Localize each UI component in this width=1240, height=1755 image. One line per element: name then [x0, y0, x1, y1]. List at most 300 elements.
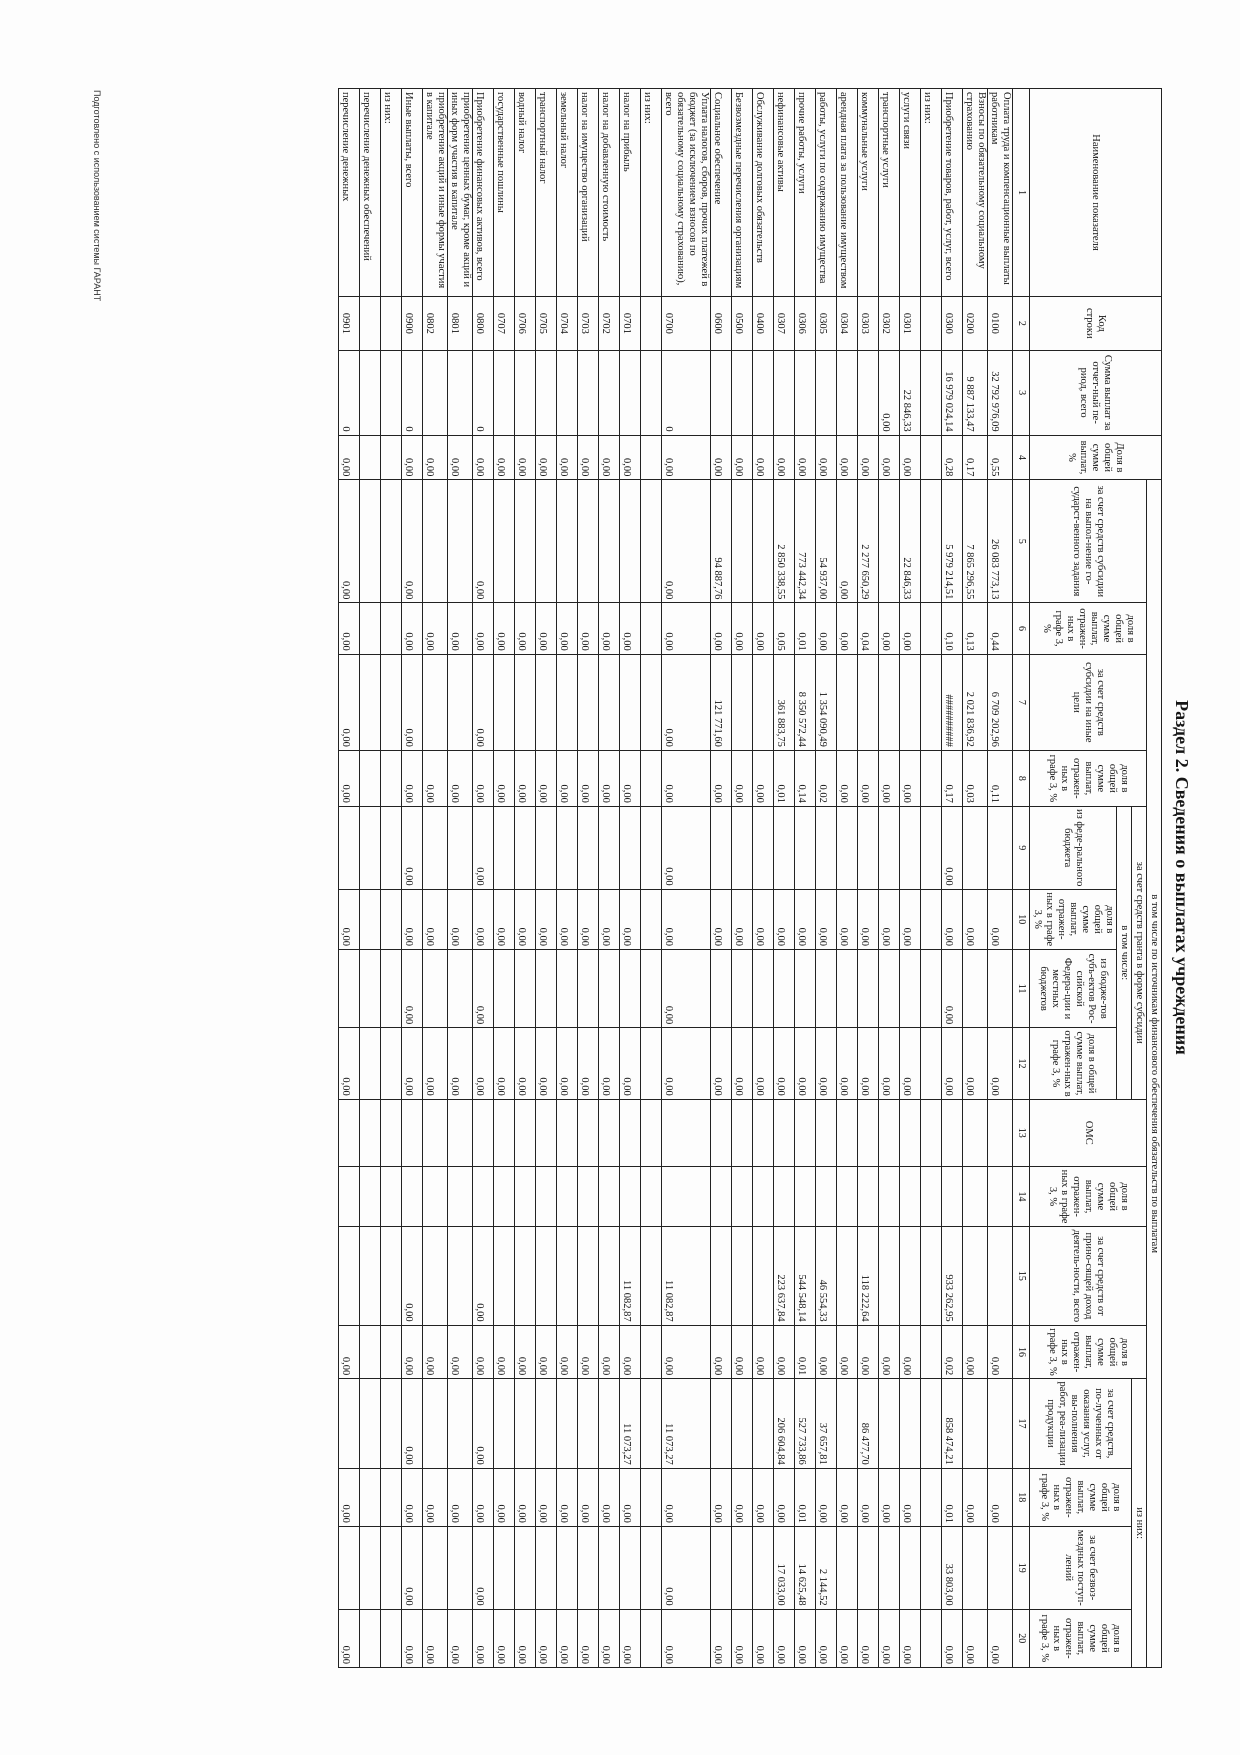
share-cell: 0,00 — [578, 889, 599, 949]
amount-cell — [963, 1379, 988, 1468]
amount-cell: 933 262,95 — [942, 1227, 963, 1325]
amount-cell — [448, 480, 473, 603]
share-cell: 0,00 — [988, 1468, 1013, 1526]
share-cell: 0,00 — [837, 1028, 858, 1100]
table-row — [494, 89, 515, 1668]
share-cell: 0,00 — [774, 1028, 795, 1100]
share-cell: 0,00 — [339, 603, 360, 654]
row-code-cell: 0702 — [599, 296, 620, 350]
amount-cell — [921, 480, 942, 603]
row-code-cell: 0900 — [402, 296, 423, 350]
share-cell: 0,00 — [423, 435, 448, 480]
vendor-line: Подготовлено с использованием системы ГАРАНТ — [92, 90, 102, 302]
amount-cell — [578, 480, 599, 603]
row-code-cell: 0302 — [879, 296, 900, 350]
share-cell: 0,00 — [494, 1468, 515, 1526]
amount-cell: 0,00 — [402, 1526, 423, 1609]
amount-cell — [641, 1526, 662, 1609]
row-code-cell: 0200 — [963, 296, 988, 350]
amount-cell — [515, 480, 536, 603]
amount-cell — [795, 949, 816, 1027]
amount-cell — [557, 806, 578, 889]
share-cell: 0,00 — [423, 1468, 448, 1526]
amount-cell — [515, 1099, 536, 1166]
col-number: 2 — [1013, 296, 1030, 350]
amount-cell — [711, 1099, 732, 1166]
col-number: 11 — [1013, 949, 1030, 1027]
amount-cell — [381, 350, 402, 435]
amount-cell — [753, 1227, 774, 1325]
amount-cell: 17 033,00 — [774, 1526, 795, 1609]
amount-cell: 0,00 — [339, 480, 360, 603]
share-cell — [515, 1166, 536, 1226]
amount-cell — [711, 350, 732, 435]
share-cell: 0,00 — [536, 750, 557, 806]
share-cell: 0,00 — [599, 1468, 620, 1526]
amount-cell — [515, 949, 536, 1027]
amount-cell — [879, 1099, 900, 1166]
share-cell: 0,00 — [620, 1609, 641, 1667]
amount-cell — [641, 1227, 662, 1325]
amount-cell: 0,00 — [473, 480, 494, 603]
header-oms: ОМС — [1030, 1099, 1147, 1166]
share-cell: 0,13 — [963, 603, 988, 654]
amount-cell — [641, 350, 662, 435]
row-code-cell: 0706 — [515, 296, 536, 350]
amount-cell — [963, 949, 988, 1027]
amount-cell: 0,00 — [473, 1227, 494, 1325]
amount-cell: 773 442,34 — [795, 480, 816, 603]
share-cell: 0,00 — [620, 889, 641, 949]
table-row — [753, 89, 774, 1668]
amount-cell: 0,00 — [473, 1526, 494, 1609]
table-row — [774, 89, 795, 1668]
share-cell: 0,00 — [816, 1325, 837, 1379]
amount-cell — [711, 806, 732, 889]
share-cell — [557, 1166, 578, 1226]
row-name-cell: приобретение акций и иные формы участия в капитале — [423, 89, 448, 297]
amount-cell — [360, 1379, 381, 1468]
amount-cell — [988, 1227, 1013, 1325]
col-number: 18 — [1013, 1468, 1030, 1526]
share-cell: 0,14 — [795, 750, 816, 806]
row-code-cell: 0703 — [578, 296, 599, 350]
header-share: Доля в общей сумме выплат, % — [1030, 435, 1162, 480]
amount-cell: 5 979 214,51 — [942, 480, 963, 603]
share-cell — [921, 603, 942, 654]
amount-cell — [837, 350, 858, 435]
amount-cell — [536, 1379, 557, 1468]
amount-cell: 0,00 — [402, 480, 423, 603]
share-cell: 0,00 — [900, 889, 921, 949]
table-row — [879, 89, 900, 1668]
share-cell — [795, 1166, 816, 1226]
share-cell — [620, 1166, 641, 1226]
table-row — [360, 89, 381, 1668]
share-cell: 0,00 — [879, 435, 900, 480]
row-name-cell: приобретение ценных бумаг, кроме акций и иных форм участия в капитале — [448, 89, 473, 297]
share-cell: 0,00 — [423, 889, 448, 949]
amount-cell — [858, 1099, 879, 1166]
share-cell: 0,00 — [711, 1028, 732, 1100]
table-row — [473, 89, 494, 1668]
amount-cell — [578, 1099, 599, 1166]
share-cell: 0,00 — [402, 603, 423, 654]
amount-cell — [536, 654, 557, 750]
amount-cell — [557, 350, 578, 435]
share-cell — [641, 1468, 662, 1526]
share-cell: 0,04 — [858, 603, 879, 654]
amount-cell — [381, 1227, 402, 1325]
share-cell: 0,00 — [494, 603, 515, 654]
table-row — [448, 89, 473, 1668]
amount-cell — [732, 1526, 753, 1609]
share-cell: 0,00 — [620, 1468, 641, 1526]
amount-cell — [620, 654, 641, 750]
amount-cell — [339, 1526, 360, 1609]
amount-cell: 11 082,87 — [620, 1227, 641, 1325]
share-cell: 0,00 — [557, 750, 578, 806]
row-code-cell: 0300 — [942, 296, 963, 350]
share-cell: 0,00 — [732, 1028, 753, 1100]
amount-cell — [578, 1526, 599, 1609]
amount-cell: 118 222,64 — [858, 1227, 879, 1325]
share-cell: 0,00 — [515, 1468, 536, 1526]
share-cell: 0,00 — [557, 1028, 578, 1100]
share-cell: 0,00 — [578, 1468, 599, 1526]
amount-cell — [900, 1099, 921, 1166]
share-cell: 0,00 — [900, 435, 921, 480]
table-row — [858, 89, 879, 1668]
amount-cell — [423, 654, 448, 750]
share-cell: 0,01 — [774, 750, 795, 806]
amount-cell — [837, 1379, 858, 1468]
share-cell — [753, 1166, 774, 1226]
share-cell — [423, 1166, 448, 1226]
col-number: 19 — [1013, 1526, 1030, 1609]
share-cell — [641, 1166, 662, 1226]
amount-cell: 0,00 — [473, 1379, 494, 1468]
amount-cell: 0 — [339, 350, 360, 435]
amount-cell: 0,00 — [662, 654, 711, 750]
amount-cell: 0,00 — [879, 350, 900, 435]
share-cell: 0,00 — [339, 889, 360, 949]
col-number: 12 — [1013, 1028, 1030, 1100]
col-number: 8 — [1013, 750, 1030, 806]
amount-cell — [795, 1099, 816, 1166]
row-name-cell: водный налог — [515, 89, 536, 297]
amount-cell — [494, 1379, 515, 1468]
amount-cell — [360, 1099, 381, 1166]
amount-cell — [753, 654, 774, 750]
share-cell: 0,00 — [816, 1468, 837, 1526]
amount-cell — [557, 480, 578, 603]
share-cell: 0,01 — [942, 1468, 963, 1526]
amount-cell: 0,00 — [662, 949, 711, 1027]
share-cell — [381, 1609, 402, 1667]
amount-cell: 858 474,21 — [942, 1379, 963, 1468]
amount-cell — [988, 1379, 1013, 1468]
share-cell: 0,00 — [774, 435, 795, 480]
table-row — [662, 89, 711, 1668]
row-name-cell: государственные пошлины — [494, 89, 515, 297]
amount-cell — [732, 1227, 753, 1325]
amount-cell — [732, 1099, 753, 1166]
amount-cell — [963, 1526, 988, 1609]
share-cell: 0,00 — [339, 750, 360, 806]
share-cell: 0,55 — [988, 435, 1013, 480]
share-cell: 0,00 — [515, 1609, 536, 1667]
amount-cell — [879, 1227, 900, 1325]
share-cell: 0,00 — [423, 603, 448, 654]
amount-cell: 2 021 836,92 — [963, 654, 988, 750]
share-cell: 0,00 — [423, 750, 448, 806]
share-cell: 0,00 — [732, 603, 753, 654]
row-name-cell: из них: — [381, 89, 402, 297]
row-name-cell: перечисление денежных — [339, 89, 360, 297]
share-cell: 0,00 — [837, 750, 858, 806]
amount-cell — [515, 1379, 536, 1468]
share-cell: 0,00 — [837, 1468, 858, 1526]
col-number: 16 — [1013, 1325, 1030, 1379]
amount-cell: 0 — [662, 350, 711, 435]
share-cell: 0,00 — [711, 750, 732, 806]
amount-cell — [381, 1526, 402, 1609]
share-cell: 0,00 — [599, 603, 620, 654]
share-cell: 0,00 — [448, 435, 473, 480]
share-cell: 0,00 — [774, 1609, 795, 1667]
table-row — [557, 89, 578, 1668]
amount-cell — [774, 949, 795, 1027]
share-cell — [494, 1166, 515, 1226]
share-cell — [641, 435, 662, 480]
row-name-cell: транспортный налог — [536, 89, 557, 297]
share-cell: 0,00 — [753, 603, 774, 654]
amount-cell — [921, 1099, 942, 1166]
amount-cell — [515, 806, 536, 889]
header-name: Наименование показателя — [1030, 89, 1162, 297]
table-row — [921, 89, 942, 1668]
share-cell — [816, 1166, 837, 1226]
share-cell: 0,00 — [732, 750, 753, 806]
row-name-cell: Уплата налогов, сборов, прочих платежей в бюджет (за исключением взносов по обязательному социальному страхованию), всего — [662, 89, 711, 297]
share-cell: 0,00 — [837, 435, 858, 480]
share-cell: 0,00 — [753, 889, 774, 949]
col-number: 15 — [1013, 1227, 1030, 1325]
share-cell: 0,00 — [536, 435, 557, 480]
share-cell: 0,00 — [448, 1325, 473, 1379]
share-cell: 0,00 — [339, 435, 360, 480]
amount-cell — [620, 480, 641, 603]
share-cell: 0,00 — [339, 1325, 360, 1379]
amount-cell — [753, 1099, 774, 1166]
share-cell: 0,00 — [732, 1468, 753, 1526]
share-cell — [921, 1325, 942, 1379]
share-cell: 0,00 — [578, 1609, 599, 1667]
amount-cell — [732, 350, 753, 435]
row-code-cell: 0303 — [858, 296, 879, 350]
row-name-cell: налог на добавленную стоимость — [599, 89, 620, 297]
share-cell: 0,00 — [473, 750, 494, 806]
share-cell — [879, 1166, 900, 1226]
share-cell — [599, 1166, 620, 1226]
amount-cell — [578, 1379, 599, 1468]
row-code-cell: 0704 — [557, 296, 578, 350]
amount-cell — [599, 480, 620, 603]
amount-cell — [423, 1099, 448, 1166]
row-code-cell: 0500 — [732, 296, 753, 350]
share-cell — [381, 889, 402, 949]
share-cell: 0,00 — [662, 750, 711, 806]
share-cell: 0,00 — [423, 1028, 448, 1100]
amount-cell — [557, 1379, 578, 1468]
amount-cell — [988, 949, 1013, 1027]
share-cell: 0,00 — [402, 1028, 423, 1100]
share-cell: 0,00 — [858, 750, 879, 806]
share-cell: 0,00 — [662, 1609, 711, 1667]
row-code-cell — [360, 296, 381, 350]
share-cell: 0,03 — [963, 750, 988, 806]
share-cell: 0,17 — [942, 750, 963, 806]
row-code-cell: 0705 — [536, 296, 557, 350]
amount-cell — [816, 350, 837, 435]
share-cell: 0,00 — [448, 889, 473, 949]
share-cell: 0,10 — [942, 603, 963, 654]
share-cell: 0,44 — [988, 603, 1013, 654]
amount-cell — [423, 1227, 448, 1325]
header-grant: за счет средств гранта в форме субсидии — [1132, 806, 1147, 1099]
share-cell: 0,00 — [557, 603, 578, 654]
col-number: 9 — [1013, 806, 1030, 889]
header-grant-reg: из бюдже-тов субъ-ектов Рос-сийской Федера-ции и местных бюджетов — [1030, 949, 1117, 1027]
amount-cell — [711, 1526, 732, 1609]
col-number: 10 — [1013, 889, 1030, 949]
table-row — [536, 89, 557, 1668]
amount-cell — [774, 350, 795, 435]
row-code-cell: 0307 — [774, 296, 795, 350]
payments-table-wrap — [122, 88, 1162, 1668]
table-row — [402, 89, 423, 1668]
amount-cell — [536, 1227, 557, 1325]
amount-cell — [599, 1099, 620, 1166]
table-row — [381, 89, 402, 1668]
share-cell: 0,00 — [795, 889, 816, 949]
share-cell: 0,00 — [662, 603, 711, 654]
amount-cell: 16 979 024,14 — [942, 350, 963, 435]
share-cell: 0,00 — [753, 1325, 774, 1379]
share-cell: 0,00 — [900, 1028, 921, 1100]
share-cell: 0,00 — [816, 889, 837, 949]
share-cell: 0,00 — [515, 603, 536, 654]
share-cell: 0,00 — [963, 1468, 988, 1526]
share-cell: 0,00 — [942, 1609, 963, 1667]
row-code-cell — [921, 296, 942, 350]
share-cell — [921, 435, 942, 480]
amount-cell — [515, 1526, 536, 1609]
share-cell — [360, 603, 381, 654]
amount-cell: 86 477,70 — [858, 1379, 879, 1468]
share-cell: 0,00 — [599, 889, 620, 949]
share-cell: 0,00 — [473, 1325, 494, 1379]
share-cell — [360, 1028, 381, 1100]
table-row — [578, 89, 599, 1668]
share-cell: 0,00 — [858, 1028, 879, 1100]
amount-cell — [599, 1526, 620, 1609]
amount-cell — [448, 1227, 473, 1325]
table-row — [816, 89, 837, 1668]
row-name-cell: Социальное обеспечение — [711, 89, 732, 297]
share-cell: 0,00 — [448, 1468, 473, 1526]
amount-cell: 206 604,84 — [774, 1379, 795, 1468]
row-code-cell: 0802 — [423, 296, 448, 350]
share-cell — [448, 1166, 473, 1226]
table-row — [711, 89, 732, 1668]
amount-cell — [620, 1099, 641, 1166]
row-name-cell: работы, услуги по содержанию имущества — [816, 89, 837, 297]
amount-cell — [473, 1099, 494, 1166]
amount-cell — [858, 654, 879, 750]
amount-cell: 0,00 — [339, 654, 360, 750]
share-cell: 0,00 — [988, 1028, 1013, 1100]
row-name-cell: Иные выплаты, всего — [402, 89, 423, 297]
share-cell: 0,05 — [774, 603, 795, 654]
share-cell: 0,00 — [753, 750, 774, 806]
share-cell: 0,00 — [711, 889, 732, 949]
amount-cell — [774, 1099, 795, 1166]
share-cell: 0,00 — [858, 1325, 879, 1379]
amount-cell — [641, 480, 662, 603]
amount-cell — [732, 1379, 753, 1468]
share-cell: 0,00 — [423, 1325, 448, 1379]
amount-cell — [921, 1526, 942, 1609]
share-cell: 0,00 — [879, 889, 900, 949]
amount-cell — [360, 1227, 381, 1325]
amount-cell — [837, 806, 858, 889]
share-cell: 0,00 — [339, 1468, 360, 1526]
amount-cell: 0,00 — [402, 1379, 423, 1468]
amount-cell: 46 554,33 — [816, 1227, 837, 1325]
table-row — [599, 89, 620, 1668]
amount-cell — [557, 1099, 578, 1166]
share-cell: 0,00 — [879, 1468, 900, 1526]
amount-cell: 0,00 — [942, 949, 963, 1027]
amount-cell — [599, 949, 620, 1027]
table-row — [795, 89, 816, 1668]
amount-cell — [515, 1227, 536, 1325]
share-cell: 0,00 — [494, 1609, 515, 1667]
header-share-income: доля в общей сумме выплат, отражен-ных в графе 3, % — [1030, 1325, 1147, 1379]
share-cell: 0,00 — [662, 435, 711, 480]
amount-cell: 11 073,27 — [620, 1379, 641, 1468]
share-cell — [921, 1166, 942, 1226]
header-income: за счет средств от прино-сящей доход деятель-ности, всего — [1030, 1227, 1147, 1325]
amount-cell — [381, 949, 402, 1027]
share-cell — [360, 435, 381, 480]
amount-cell — [988, 1526, 1013, 1609]
amount-cell — [557, 1526, 578, 1609]
share-cell: 0,00 — [963, 889, 988, 949]
amount-cell — [795, 350, 816, 435]
amount-cell — [578, 654, 599, 750]
amount-cell — [360, 949, 381, 1027]
amount-cell — [921, 1379, 942, 1468]
share-cell — [402, 1166, 423, 1226]
amount-cell — [360, 480, 381, 603]
amount-cell: 22 846,33 — [900, 480, 921, 603]
amount-cell — [448, 654, 473, 750]
amount-cell — [732, 654, 753, 750]
share-cell: 0,00 — [837, 603, 858, 654]
